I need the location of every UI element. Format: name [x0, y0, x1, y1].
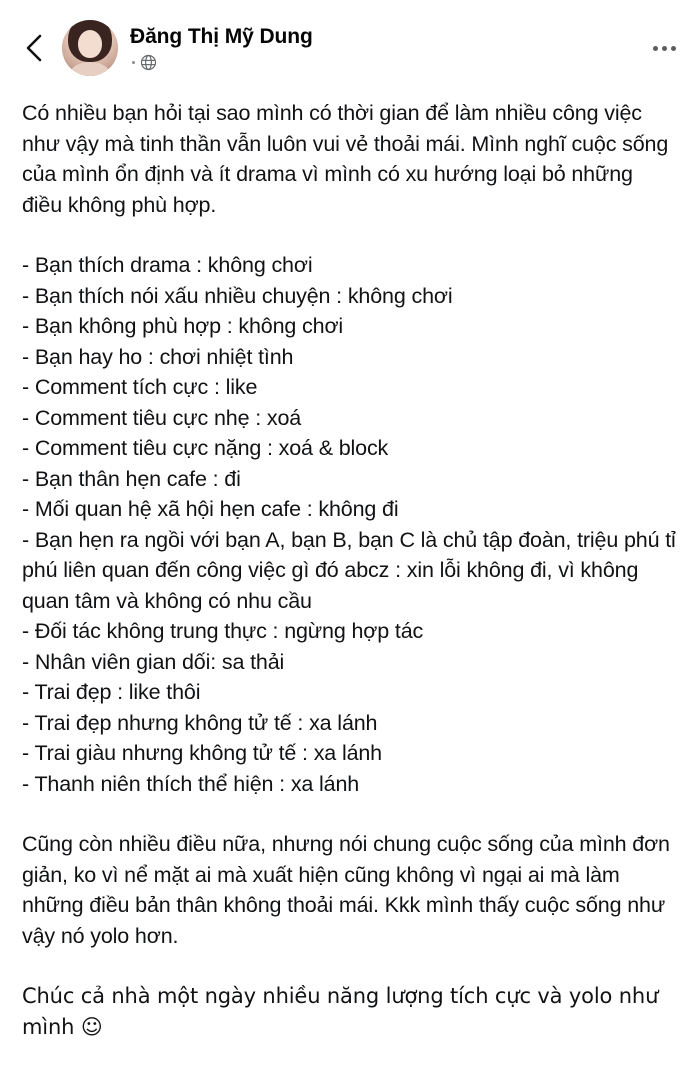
post-header	[0, 0, 700, 92]
list-item: - Nhân viên gian dối: sa thải	[22, 649, 285, 674]
post-rules-list	[22, 250, 682, 799]
ellipsis-dot-1	[653, 46, 658, 51]
list-item: - Bạn thân hẹn cafe : đi	[22, 466, 241, 491]
ellipsis-dot-2	[662, 46, 667, 51]
list-item: - Bạn không phù hợp : không chơi	[22, 314, 344, 338]
post-body	[0, 92, 700, 1042]
paragraph-gap-3	[22, 951, 678, 981]
list-item: - Mối quan hệ xã hội hẹn cafe : không đi	[22, 497, 399, 521]
paragraph-gap-2	[22, 799, 678, 829]
ellipsis-dot-3	[671, 46, 676, 51]
header-title-block	[130, 25, 646, 72]
list-item: - Bạn hẹn ra ngồi với bạn A, bạn B, bạn C là chủ tập đoàn, triệu phú tỉ phú liên quan đến công việc gì đó abcz : xin lỗi không đi, vì không quan tâm và không có nhu cầu	[22, 527, 682, 613]
list-item: - Đối tác không trung thực : ngừng hợp tác	[22, 619, 424, 643]
list-item: - Bạn hay ho : chơi nhiệt tình	[22, 344, 294, 369]
post-farewell-paragraph: Chúc cả nhà một ngày nhiều năng lượng tích cực và yolo như mình ☺	[22, 984, 665, 1039]
paragraph-gap-1	[22, 220, 678, 250]
list-item: - Trai đẹp nhưng không tử tế : xa lánh	[22, 710, 378, 735]
list-item: - Trai giàu nhưng không tử tế : xa lánh	[22, 741, 382, 765]
back-button[interactable]	[14, 28, 54, 68]
post-closing-paragraph: Cũng còn nhiều điều nữa, nhưng nói chung cuộc sống của mình đơn giản, ko vì nể mặt ai mà xuất hiện cũng không vì ngại ai mà làm những điều bản thân không thoải mái. Kkk mình thấy cuộc sống như vậy nó yolo hơn.	[22, 832, 676, 948]
globe-icon[interactable]	[140, 54, 157, 71]
list-item: - Comment tiêu cực nhẹ : xoá	[22, 405, 302, 430]
list-item: - Comment tích cực : like	[22, 375, 258, 399]
list-item: - Bạn thích nói xấu nhiều chuyện : không chơi	[22, 283, 453, 308]
list-item: - Thanh niên thích thể hiện : xa lánh	[22, 771, 360, 796]
post-intro-paragraph: Có nhiều bạn hỏi tại sao mình có thời gian để làm nhiều công việc như vậy mà tinh thần vẫn luôn vui vẻ thoải mái. Mình nghĩ cuộc sống của mình ổn định và ít drama vì mình có xu hướng loại bỏ những điều không phù hợp.	[22, 101, 674, 217]
meta-separator-dot	[132, 61, 135, 64]
more-options-button[interactable]	[646, 32, 682, 64]
chevron-left-icon	[23, 33, 45, 63]
list-item: - Comment tiêu cực nặng : xoá & block	[22, 436, 389, 460]
post-meta	[132, 54, 646, 72]
profile-name[interactable]: Đăng Thị Mỹ Dung	[130, 24, 313, 48]
list-item: - Bạn thích drama : không chơi	[22, 253, 313, 277]
avatar-face	[78, 30, 102, 58]
avatar[interactable]	[62, 20, 118, 76]
list-item: - Trai đẹp : like thôi	[22, 680, 201, 704]
